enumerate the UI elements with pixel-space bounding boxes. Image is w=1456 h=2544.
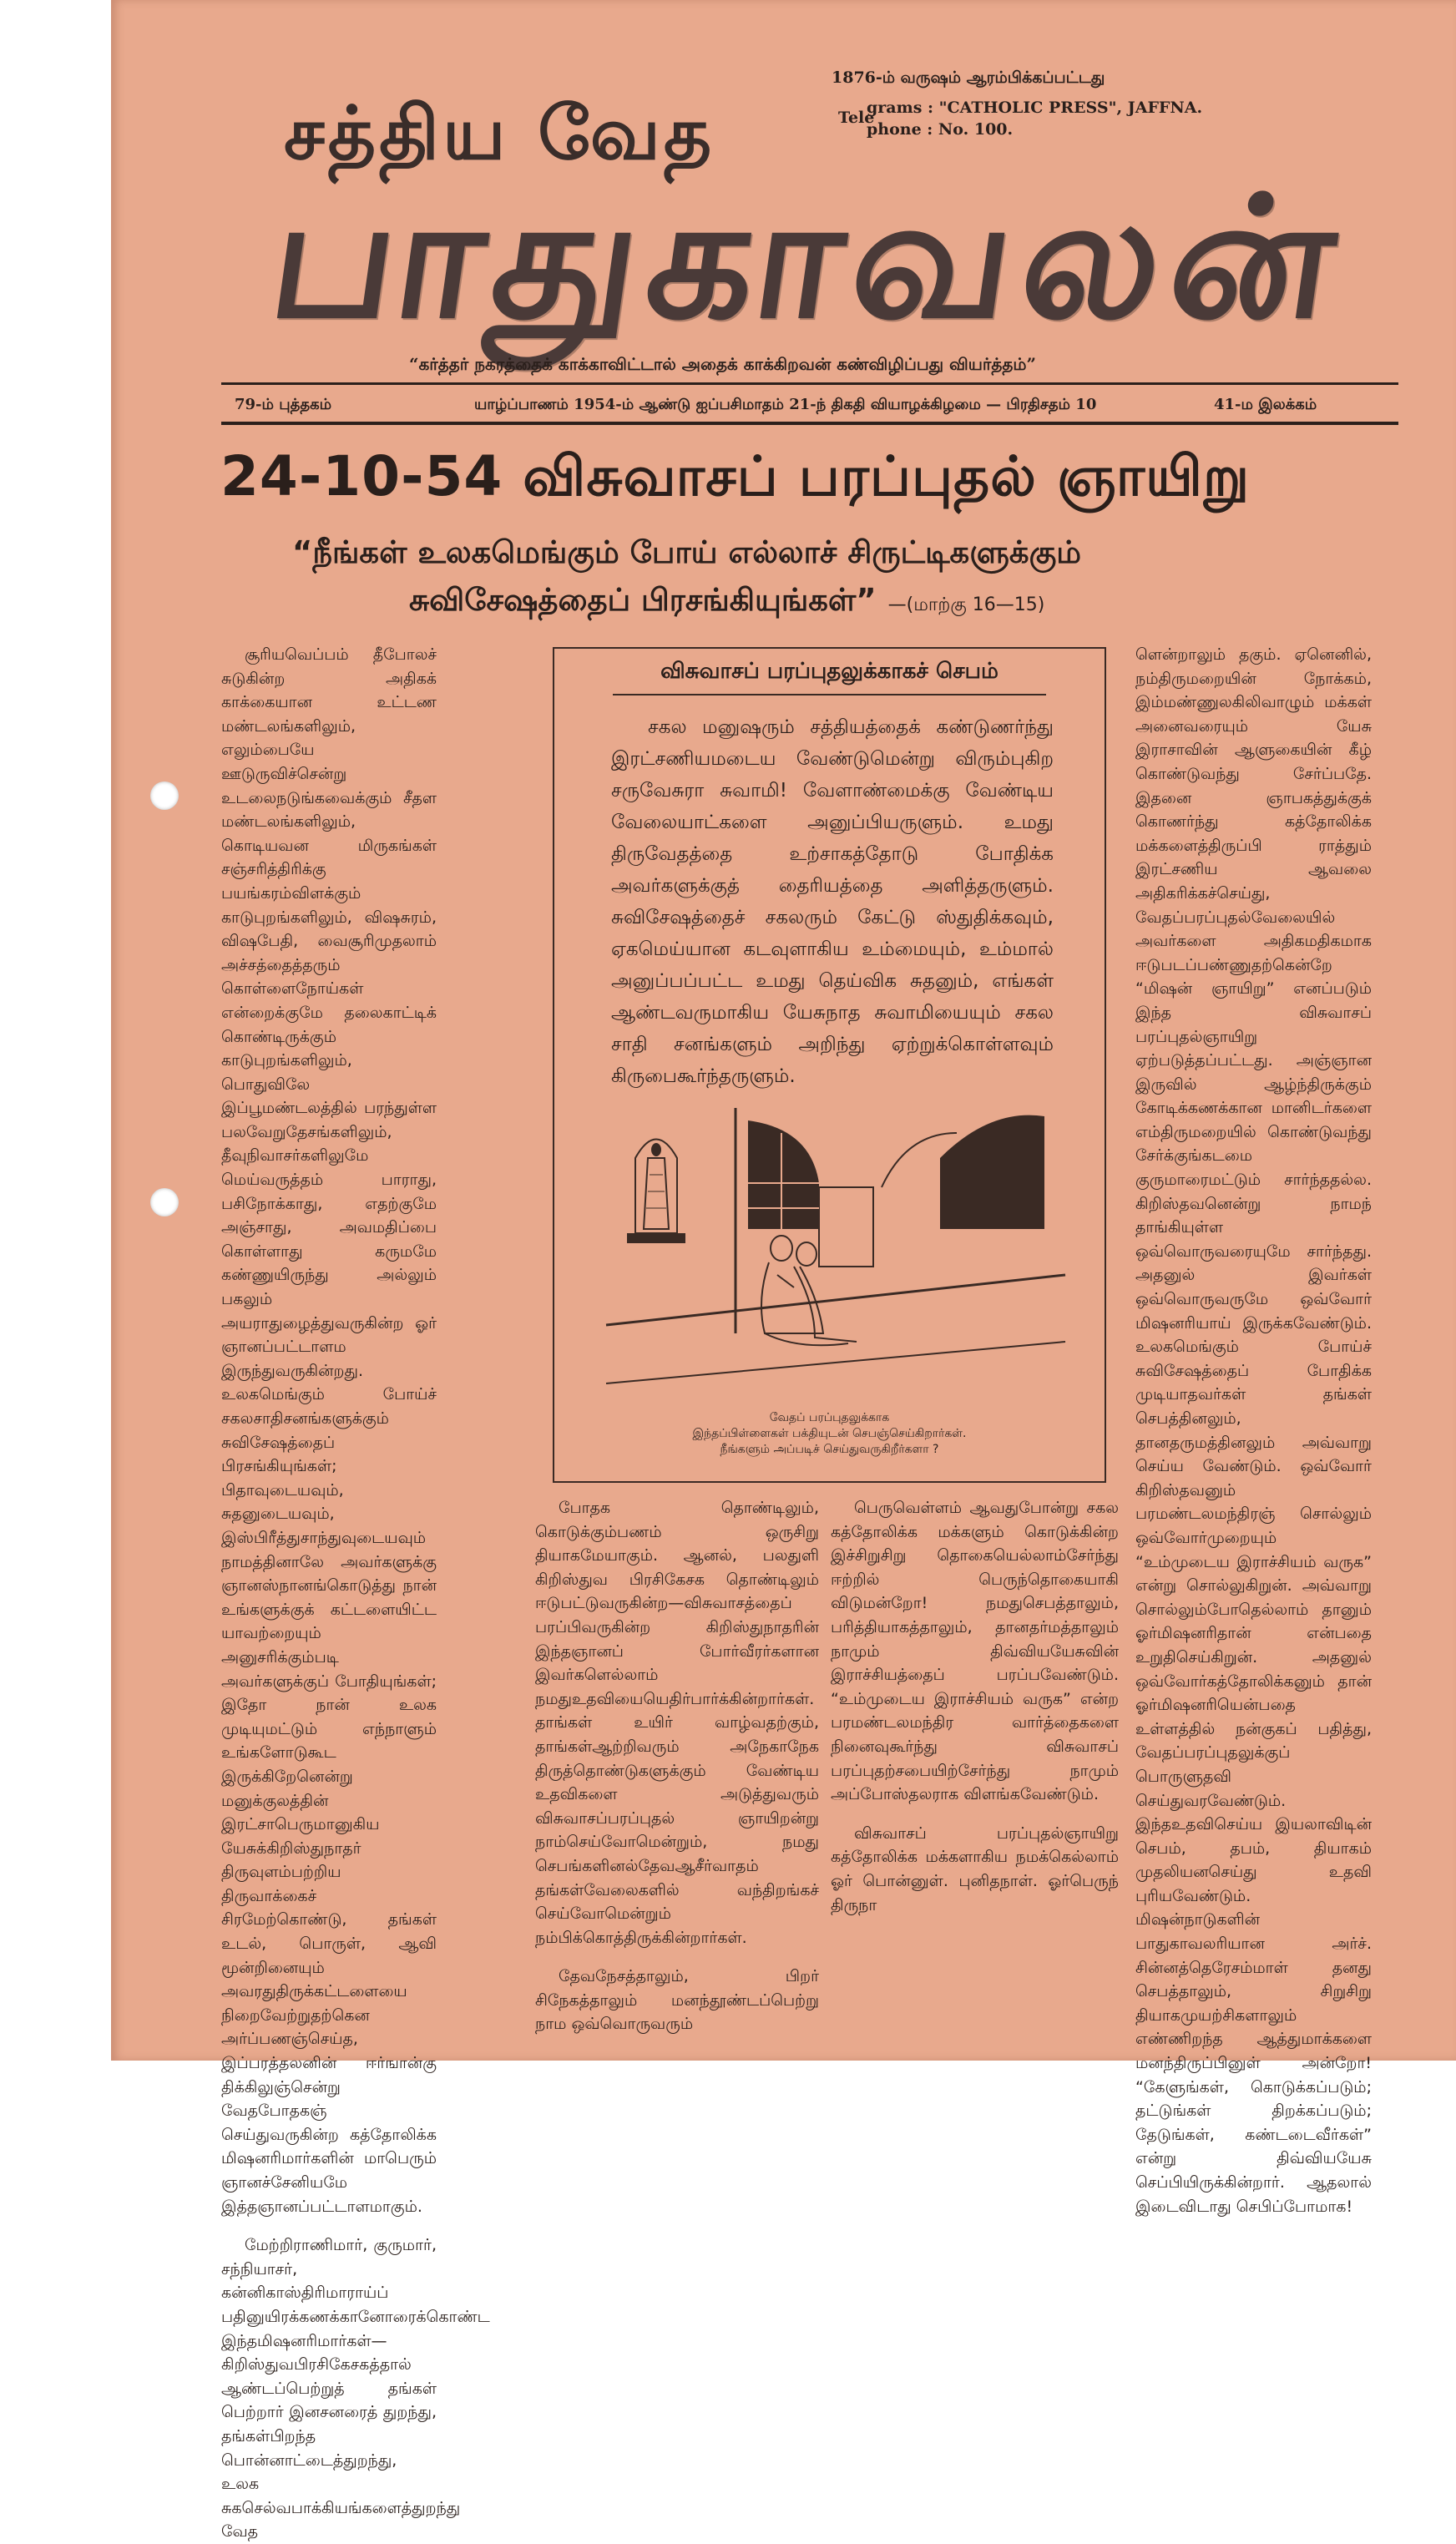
article-column-right — [1135, 643, 1372, 2216]
left-paragraph-1: சூரியவெப்பம் தீபோலச் சுடுகின்ற அதிகக் காக்கையான உட்டண மண்டலங்களிலும், எலும்பையே ஊடுருவிச்சென்று உடலைநடுங்கவைக்கும் சீதள மண்டலங்களிலும், கொடியவன மிருகங்கள் சஞ்சரித்திரிக்கு பயங்கரம்விளக்கும் காடுபுறங்களிலும், விஷசுரம், விஷபேதி, வைசூரிமுதலாம் அச்சத்தைத்தரும் கொள்ளைநோய்கள் என்றைக்குமே தலைகாட்டிக் கொண்டிருக்கும் காடுபுறங்களிலும், பொதுவிலே இப்பூமண்டலத்தில் பரந்துள்ள பலவேறுதேசங்களிலும், தீவுநிவாசர்களிலுமே மெய்வருத்தம் பாராது, பசிநோக்காது, எதற்குமே அஞ்சாது, அவமதிப்பை கொள்ளாது கருமமே கண்ணுயிருந்து அல்லும் பகலும் அயராதுழைத்துவருகின்ற ஓர் ஞானப்பட்டாளம இருந்துவருகின்றது. உலகமெங்கும் போய்ச் சகலசாதிசனங்களுக்கும் சுவிசேஷத்தைப் பிரசங்கியுங்கள்; பிதாவுடையவும், சுதனுடையவும், இஸ்பிரீத்துசாந்துவுடையவும் நாமத்தினாலே அவர்களுக்கு ஞானஸ்நானங்கொடுத்து நான் உங்களுக்குக் கட்டளையிட்ட யாவற்றையும் அனுசரிக்கும்படி அவர்களுக்குப் போதியுங்கள்; இதோ நான் உலக முடியுமட்டும் எந்நாளும் உங்களோடுகூட இருக்கிறேனென்று மனுக்குலத்தின் இரட்சாபெருமானுகிய யேசுக்கிறிஸ்துநாதர் திருவுளம்பற்றிய திருவாக்கைச் சிரமேற்கொண்டு, தங்கள் உடல், பொருள், ஆவி மூன்றினையும் அவரதுதிருக்கட்டளையை நிறைவேற்றுதற்கென அர்ப்பணஞ்செய்த, இப்பரத்தலனின் ஈர்ஙான்கு திக்கிலுஞ்சென்று வேதபோதகஞ் செய்துவருகின்ற கத்தோலிக்க மிஷனரிமார்களின் மாபெரும் ஞானச்சேனியமே இத்தஞானப்பட்டாளமாகும். — [221, 645, 437, 2216]
scripture-quote-line1: “நீங்கள் உலகமெங்கும் போய் எல்லாச் சிருட்டிகளுக்கும் — [292, 534, 1082, 570]
article-column-left — [221, 643, 490, 2541]
right-paragraph-1: ளென்றாலும் தகும். ஏனெனில், நம்திருமறையின் நோக்கம், இம்மண்ணுலகிலிவாழும் மக்கள் அனைவரையும் யேசு இராசாவின் ஆளுகையின் கீழ் கொண்டுவந்து சேர்ப்பதே. இதனை ஞாபகத்துக்குக் கொணர்ந்து கத்தோலிக்க மக்களைத்திருப்பி ராத்தும் இரட்சணிய ஆவலை அதிகரிக்கச்செய்து, வேதப்பரப்புதல்வேலையில் அவர்களை அதிகமதிகமாக ஈடுபடப்பண்ணுதற்கென்றே “மிஷன் ஞாயிறு” எனப்படும் இந்த விசுவாசப் பரப்புதல்ஞாயிறு ஏற்படுத்தப்பட்டது. அஞ்ஞான இருவில் ஆழ்ந்திருக்கும் கோடிக்கணக்கான மானிடர்களை எம்திருமறையில் கொண்டுவந்து சேர்க்குங்கடமை குருமாரைமட்டும் சார்ந்ததல்ல. கிறிஸ்தவனென்று நாமந் தாங்கியுள்ள ஒவ்வொருவரையுமே சார்ந்தது. அதனுல் இவர்கள் ஒவ்வொருவருமே ஒவ்வோர் மிஷனரியாய் இருக்கவேண்டும். உலகமெங்கும் போய்ச் சுவிசேஷத்தைப் போதிக்க முடியாதவர்கள் தங்கள் செபத்தினலும், தானதருமத்தினலும் அவ்வாறு செய்ய வேண்டும். ஒவ்வோர் கிறிஸ்தவனும் பரமண்டலமந்திரஞ் சொல்லும் ஒவ்வோர்முறையும் “உம்முடைய இராச்சியம் வருக” என்று சொல்லுகிறுன். அவ்வாறு சொல்லும்போதெல்லாம் தானும் ஓர்மிஷனரிதான் என்பதை உறுதிசெய்கிறுன். அதனுல் ஒவ்வோர்கத்தோலிக்கனும் தான் ஓர்மிஷனரியென்பதை உள்ளத்தில் நன்குகப் பதித்து, வேதப்பரப்புதலுக்குப் பொருளுதவி செய்துவரவேண்டும். இந்தஉதவிசெய்ய இயலாவிடின் செபம், தபம், தியாகம் முதலியனசெய்து உதவி புரியவேண்டும். மிஷன்நாடுகளின் பாதுகாவலரியான அர்ச். சின்னத்தெரேசம்மாள் தனது செபத்தாலும், சிறுசிறு தியாகமுயற்சிகளாலும் எண்ணிறந்த ஆத்துமாக்களை மனந்திருப்பினுள் அன்றோ! “கேளுங்கள், கொடுக்கப்படும்; தட்டுங்கள் திறக்கப்படும்; தேடுங்கள், கண்டடைவீர்கள்” என்று திவ்வியயேசு செப்பியிருக்கின்றார். ஆதலால் இடைவிடாது செபிப்போமாக! — [1135, 645, 1372, 2216]
caption-line-2: இந்தப்பிள்ளைகள் பக்தியுடன் செபஞ்செய்கிறார்கள். — [692, 1427, 967, 1440]
illustration-praying-children — [606, 1108, 1065, 1388]
middle-left-paragraph-1: போதக தொண்டிலும், கொடுக்கும்பணம் ஒருசிறு தியாகமேயாகும். ஆனல், பலதுளி கிறிஸ்துவ பிரசிகேசக தொண்டிலும் ஈடுபட்டுவருகின்ற—விசுவாசத்தைப் பரப்பிவருகின்ற கிறிஸ்துநாதரின் இந்தஞானப் போர்வீரர்களான இவர்களெல்லாம் நமதுஉதவியையெதிர்பார்க்கின்றார்கள். தாங்கள் உயிர் வாழ்வதற்கும், தாங்கள்ஆற்றிவரும் அநேகாநேக திருத்தொண்டுகளுக்கும் வேண்டிய உதவிகளை அடுத்துவரும் விசுவாசப்பரப்புதல் ஞாயிறன்று நாம்செய்வோமென்றும், நமது செபங்களினல்தேவஆசீர்வாதம் தங்கள்வேலைகளில் வந்திறங்கச் செய்வோமென்றும் நம்பிக்கொத்திருக்கின்றார்கள். — [535, 1499, 819, 1947]
issue-date: யாழ்ப்பாணம் 1954-ம் ஆண்டு ஐப்பசிமாதம் 21-ந் திகதி வியாழக்கிழமை — பிரதிசதம் 10 — [474, 396, 1097, 413]
prayer-box — [553, 647, 1106, 1483]
caption-line-3: நீங்களும் அப்படிச் செய்துவருகிறீர்களா ? — [720, 1443, 939, 1456]
established-note: 1876-ம் வருஷம் ஆரம்பிக்கப்பட்டது — [832, 68, 1105, 87]
illustration-caption — [554, 1410, 1105, 1458]
article-column-middle-right — [831, 1496, 1119, 2047]
prayer-text-block — [611, 711, 1054, 1092]
dateline-rule-top — [221, 382, 1398, 385]
masthead-title: பாதுகாவலன் — [259, 161, 1357, 356]
masthead-motto: “கர்த்தர் நகரத்தைக் காக்காவிட்டால் அதைக் காக்கிறவன் கண்விழிப்பது வியர்த்தம்” — [409, 354, 1037, 374]
dateline-rule-bottom — [221, 422, 1398, 425]
scripture-reference: —(மாற்கு 16—15) — [887, 594, 1045, 615]
middle-right-paragraph-1: பெருவெள்ளம் ஆவதுபோன்று சகல கத்தோலிக்க மக்களும் கொடுக்கின்ற இச்சிறுசிறு தொகையெல்லாம்சேர்ந்து ஈற்றில் பெருந்தொகையாகி விடுமன்றோ! நமதுசெபத்தாலும், பரித்தியாகத்தாலும், தானதர்மத்தாலும் நாமும் திவ்வியயேசுவின் இராச்சியத்தைப் பரப்பவேண்டும். “உம்முடைய இராச்சியம் வருக” என்ற பரமண்டலமந்திர வார்த்தைகளை நினைவுகூர்ந்து விசுவாசப் பரப்புதற்சபையிற்சேர்ந்து நாமும் அப்போஸ்தலராக விளங்கவேண்டும். — [831, 1499, 1119, 1804]
article-column-middle-left — [535, 1496, 819, 2047]
middle-right-paragraph-2: விசுவாசப் பரப்புதல்ஞாயிறு கத்தோலிக்க மக்களாகிய நமக்கெல்லாம் ஓர் பொன்னுள். புனிதநாள். ஓர்பெருந் திருநா — [831, 1823, 1119, 1914]
masthead-small-title: சத்திய வேத — [284, 90, 715, 176]
telegrams-line: grams : "CATHOLIC PRESS", JAFFNA. — [867, 99, 1203, 117]
prayer-box-title: விசுவாசப் பரப்புதலுக்காகச் செபம் — [660, 659, 998, 684]
middle-left-paragraph-2: தேவநேசத்தாலும், பிறர் சிநேகத்தாலும் மனந்தூண்டப்பெற்று நாம ஒவ்வொருவரும் — [535, 1967, 819, 2034]
caption-line-1: வேதப் பரப்புதலுக்காக — [769, 1411, 890, 1424]
headline: 24-10-54 விசுவாசப் பரப்புதல் ஞாயிறு — [220, 444, 1251, 508]
scripture-quote-line2 — [409, 582, 1044, 622]
newspaper-page — [111, 0, 1456, 2541]
scripture-quote-text: சுவிசேஷத்தைப் பிரசங்கியுங்கள்” — [409, 582, 877, 618]
telephone-line: phone : No. 100. — [867, 120, 1014, 139]
prayer-text: சகல மனுஷரும் சத்தியத்தைக் கண்டுணர்ந்து இரட்சணியமடைய வேண்டுமென்று விரும்புகிற சருவேசுரா சுவாமி! வேளாண்மைக்கு வேண்டிய வேலையாட்களை அனுப்பியருளும். உமது திருவேதத்தை உற்சாகத்தோடு போதிக்க அவர்களுக்குத் தைரியத்தை அளித்தருளும். சுவிசேஷத்தைச் சகலரும் கேட்டு ஸ்துதிக்கவும், ஏகமெய்யான கடவுளாகிய உம்மையும், உம்மால் அனுப்பப்பட்ட உமது தெய்விக சுதனும், எங்கள் ஆண்டவருமாகிய யேசுநாத சுவாமியையும் சகல சாதி சனங்களும் அறிந்து ஏற்றுக்கொள்ளவும் கிருபைகூர்ந்தருளும். — [611, 716, 1054, 1087]
punch-hole-top — [150, 781, 179, 810]
issue-number: 41-ம இலக்கம் — [1214, 396, 1317, 413]
punch-hole-bottom — [150, 1188, 179, 1216]
prayer-box-title-underline — [613, 694, 1046, 695]
tele-label: Tele — [838, 109, 875, 127]
left-paragraph-2: மேற்றிராணிமார், குருமார், சந்நியாசர், கன்னிகாஸ்திரிமாராய்ப் பதினுயிரக்கணக்கானோரைக்கொண்ட இந்தமிஷனரிமார்கள்—கிறிஸ்துவபிரசிகேசகத்தால் ஆண்டப்பெற்றுத் தங்கள் பெற்றார் இனசனரைத் துறந்து, தங்கள்பிறந்த பொன்னாட்டைத்துறந்து, உலக சுகசெல்வபாக்கியங்களைத்துறந்து வேத — [221, 2236, 490, 2541]
volume-number: 79-ம் புத்தகம் — [235, 396, 332, 413]
